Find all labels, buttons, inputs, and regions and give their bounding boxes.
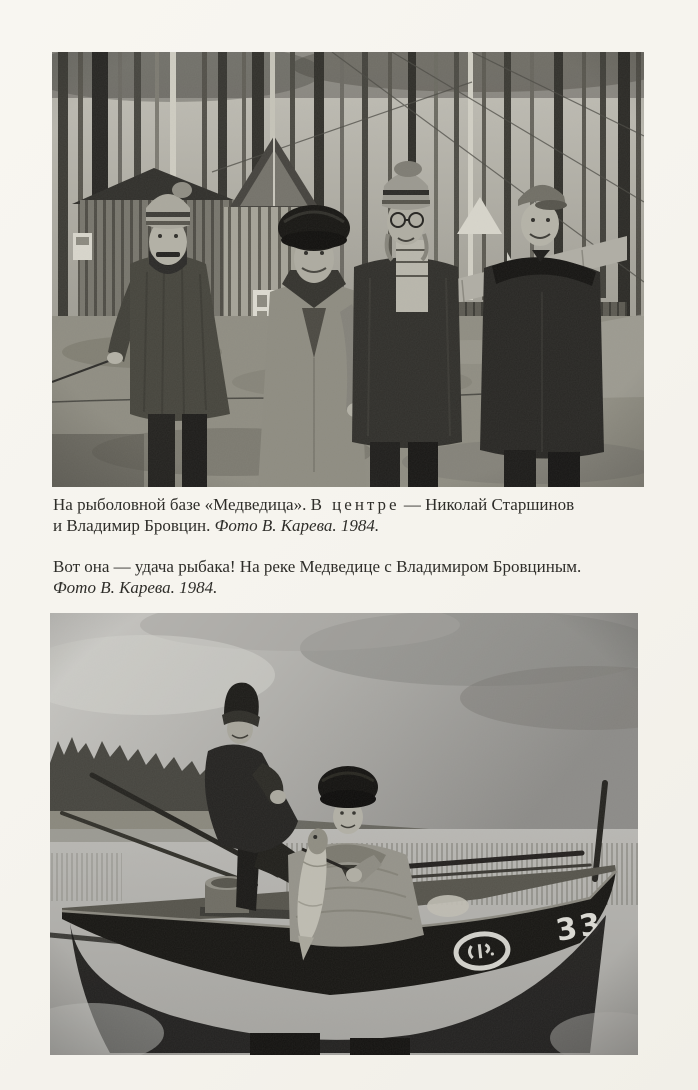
caption-line	[53, 494, 693, 515]
caption-text: На рыболовной базе «Медведица».	[53, 495, 311, 514]
caption-text: и Владимир Бровцин.	[53, 516, 215, 535]
vignette-overlay	[52, 52, 644, 487]
bottom-photo-illustration	[50, 613, 638, 1055]
photo-boat-catch	[50, 613, 638, 1055]
caption-line	[53, 556, 693, 577]
caption-text: Вот она — удача рыбака! На реке Медведице с Владимиром Бровциным.	[53, 557, 582, 576]
caption-text-spaced: В центре	[310, 495, 400, 514]
caption-second-photo	[53, 556, 693, 598]
caption-text: — Николай Старшинов	[399, 495, 575, 514]
caption-line	[53, 577, 693, 598]
photo-credit: Фото В. Карева. 1984.	[214, 516, 380, 535]
caption-line	[53, 515, 693, 536]
photo-credit: Фото В. Карева. 1984.	[53, 578, 218, 597]
top-photo-illustration	[52, 52, 644, 487]
photo-fishing-base	[52, 52, 644, 487]
caption-first-photo	[53, 494, 693, 536]
vignette-overlay	[50, 613, 638, 1055]
